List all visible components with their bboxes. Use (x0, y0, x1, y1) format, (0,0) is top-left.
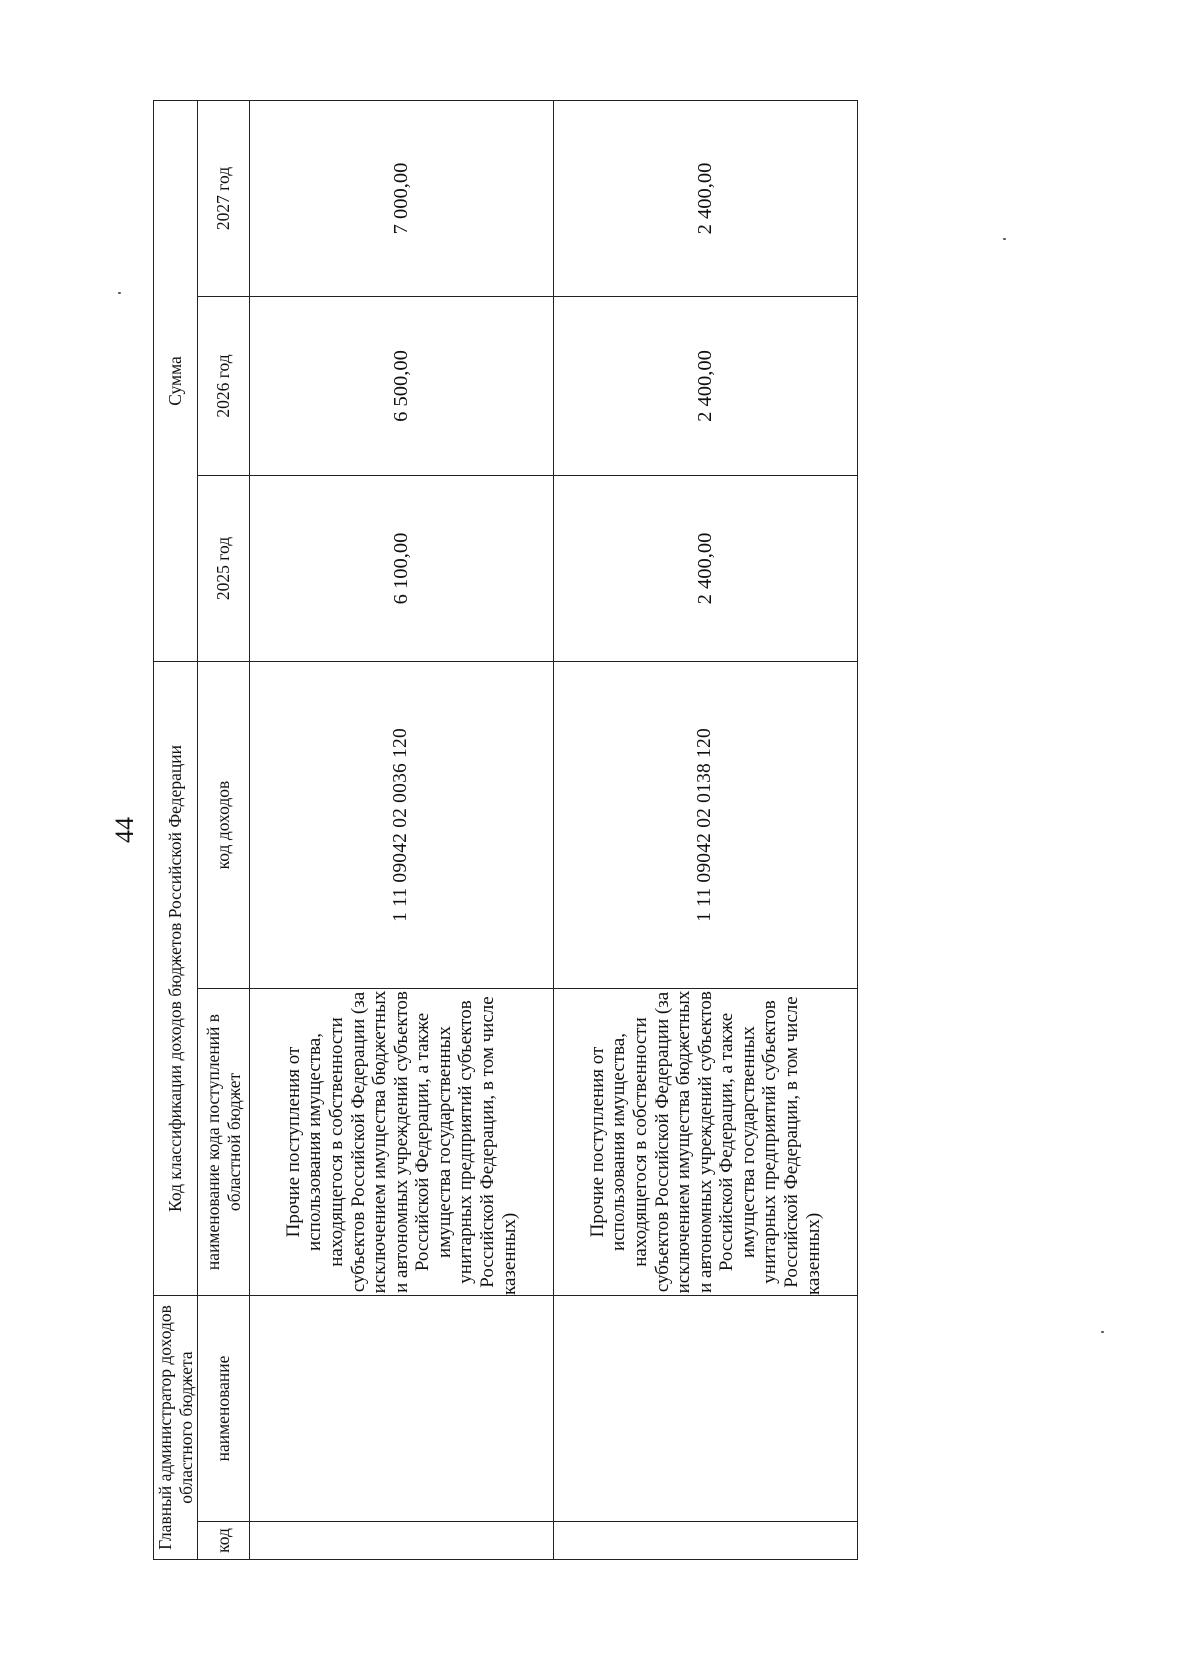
row-admin-name (250, 1296, 554, 1522)
row-admin-code (554, 1522, 858, 1560)
row-income-name: Прочие поступления от использования имущества, находящегося в собственности субъектов Российской Федерации (за исключением имущества бюджетных и автономных учреждений субъектов Российской Федерации, а также имущества государственных унитарных предприятий субъектов Российской Федерации, в том числе казенных) (554, 989, 858, 1296)
header-row-sub (198, 100, 250, 1559)
scan-speck (1003, 238, 1006, 240)
row-income-name: Прочие поступления от использования имущества, находящегося в собственности субъектов Российской Федерации (за исключением имущества бюджетных и автономных учреждений субъектов Российской Федерации, а также имущества государственных унитарных предприятий субъектов Российской Федерации, в том числе казенных) (250, 989, 554, 1296)
row-amount-2027: 2 400,00 (554, 100, 858, 296)
header-2026: 2026 год (198, 297, 250, 476)
header-admin-group: Главный администратор доходов областного бюджета (154, 1296, 198, 1560)
row-amount-2027: 7 000,00 (250, 100, 554, 296)
row-amount-2025: 2 400,00 (554, 476, 858, 662)
table-row (554, 100, 858, 1559)
scan-speck (118, 292, 121, 294)
header-row-top (154, 100, 198, 1559)
header-income-code: код доходов (198, 662, 250, 989)
page-number: 44 (110, 817, 139, 843)
table-row (250, 100, 554, 1559)
income-table (153, 100, 858, 1560)
row-admin-name (554, 1296, 858, 1522)
header-name: наименование (198, 1296, 250, 1522)
table-wrapper (153, 101, 858, 1560)
row-amount-2026: 2 400,00 (554, 297, 858, 476)
header-income-name: наименование кода поступлений в областной бюджет (198, 989, 250, 1296)
header-2027: 2027 год (198, 100, 250, 296)
row-income-code: 1 11 09042 02 0036 120 (250, 662, 554, 989)
row-amount-2025: 6 100,00 (250, 476, 554, 662)
header-classification-group: Код классификации доходов бюджетов Российской Федерации (154, 662, 198, 1296)
row-amount-2026: 6 500,00 (250, 297, 554, 476)
row-income-code: 1 11 09042 02 0138 120 (554, 662, 858, 989)
rotated-table-container (153, 101, 858, 1560)
header-code: код (198, 1522, 250, 1560)
scan-speck (1101, 1331, 1104, 1333)
header-sum-group: Сумма (154, 100, 198, 661)
row-admin-code (250, 1522, 554, 1560)
header-2025: 2025 год (198, 476, 250, 662)
